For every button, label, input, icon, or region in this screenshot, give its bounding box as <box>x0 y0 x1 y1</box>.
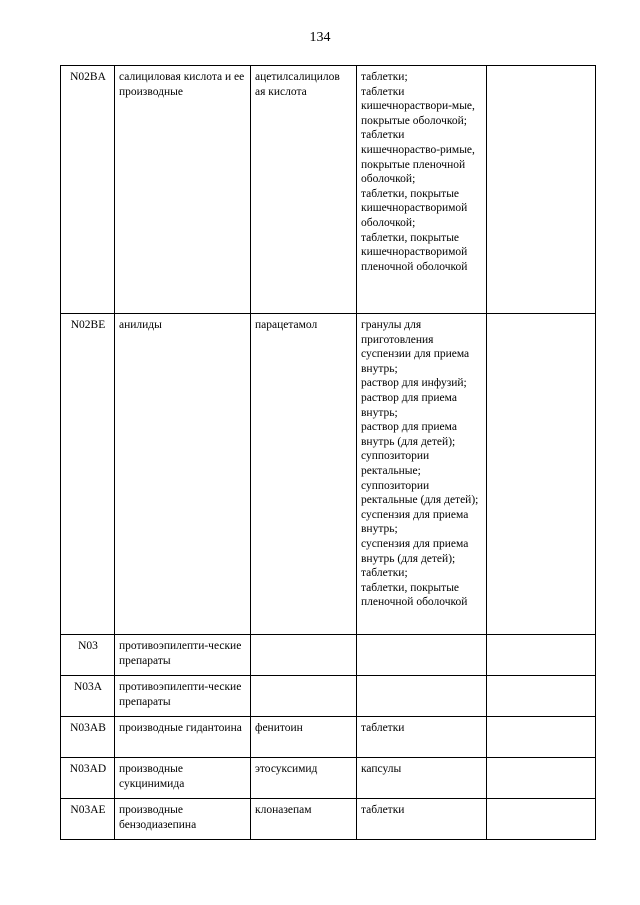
table-body <box>61 66 596 840</box>
form-line: капсулы <box>361 763 402 775</box>
group-cell: противоэпилепти-ческие препараты <box>115 635 251 676</box>
substance-cell: фенитоин <box>251 717 357 758</box>
form-line: суппозитории ректальные; <box>361 450 430 477</box>
form-line: таблетки, покрытые кишечнорастворимой пленочной оболочкой <box>361 231 468 273</box>
form-line: суппозитории ректальные (для детей); <box>361 479 479 507</box>
group-cell: производные гидантоина <box>115 717 251 758</box>
forms-cell <box>357 66 487 314</box>
substance-cell: этосуксимид <box>251 758 357 799</box>
form-line: таблетки кишечнораствори-мые, покрытые оболочкой; <box>361 85 475 127</box>
table-row <box>61 799 596 840</box>
group-cell: производные бензодиазепина <box>115 799 251 840</box>
extra-cell <box>487 676 596 717</box>
code-cell: N02BE <box>61 314 115 635</box>
code-cell: N03AD <box>61 758 115 799</box>
substance-cell <box>251 635 357 676</box>
form-line: таблетки кишечнораство-римые, покрытые пленочной оболочкой; <box>361 129 475 186</box>
substance-cell: клоназепам <box>251 799 357 840</box>
substance-cell: ацетилсалицилов ая кислота <box>251 66 357 314</box>
form-line: гранулы для приготовления суспензии для приема внутрь; <box>361 319 470 375</box>
form-line: раствор для приема внутрь (для детей); <box>361 421 457 448</box>
extra-cell <box>487 635 596 676</box>
group-cell: салициловая кислота и ее производные <box>115 66 251 314</box>
forms-cell <box>357 635 487 676</box>
code-cell: N03 <box>61 635 115 676</box>
substance-cell <box>251 676 357 717</box>
drug-table <box>60 65 596 840</box>
form-line: суспензия для приема внутрь (для детей); <box>361 537 469 565</box>
form-line: таблетки <box>361 722 405 734</box>
code-cell: N03AE <box>61 799 115 840</box>
form-line: раствор для приема внутрь; <box>361 391 457 419</box>
code-cell: N02BA <box>61 66 115 314</box>
forms-cell <box>357 758 487 799</box>
extra-cell <box>487 314 596 635</box>
forms-cell <box>357 676 487 717</box>
extra-cell <box>487 799 596 840</box>
form-line: суспензия для приема внутрь; <box>361 508 469 536</box>
form-line: таблетки; <box>361 567 408 580</box>
code-cell: N03A <box>61 676 115 717</box>
table-row <box>61 758 596 799</box>
forms-cell <box>357 717 487 758</box>
form-line: таблетки; <box>361 71 408 83</box>
table-row <box>61 635 596 676</box>
forms-cell <box>357 314 487 635</box>
extra-cell <box>487 717 596 758</box>
group-cell: производные сукцинимида <box>115 758 251 799</box>
forms-cell <box>357 799 487 840</box>
group-cell: анилиды <box>115 314 251 635</box>
extra-cell <box>487 758 596 799</box>
form-line: таблетки, покрытые кишечнорастворимой оболочкой; <box>361 187 468 229</box>
form-line: таблетки <box>361 804 405 816</box>
form-line: таблетки, покрытые пленочной оболочкой <box>361 581 468 609</box>
table-row <box>61 717 596 758</box>
table-row <box>61 676 596 717</box>
extra-cell <box>487 66 596 314</box>
substance-cell: парацетамол <box>251 314 357 635</box>
table-row <box>61 314 596 635</box>
group-cell: противоэпилепти-ческие препараты <box>115 676 251 717</box>
page-number: 134 <box>309 30 331 45</box>
code-cell: N03AB <box>61 717 115 758</box>
table-row <box>61 66 596 314</box>
form-line: раствор для инфузий; <box>361 377 467 390</box>
